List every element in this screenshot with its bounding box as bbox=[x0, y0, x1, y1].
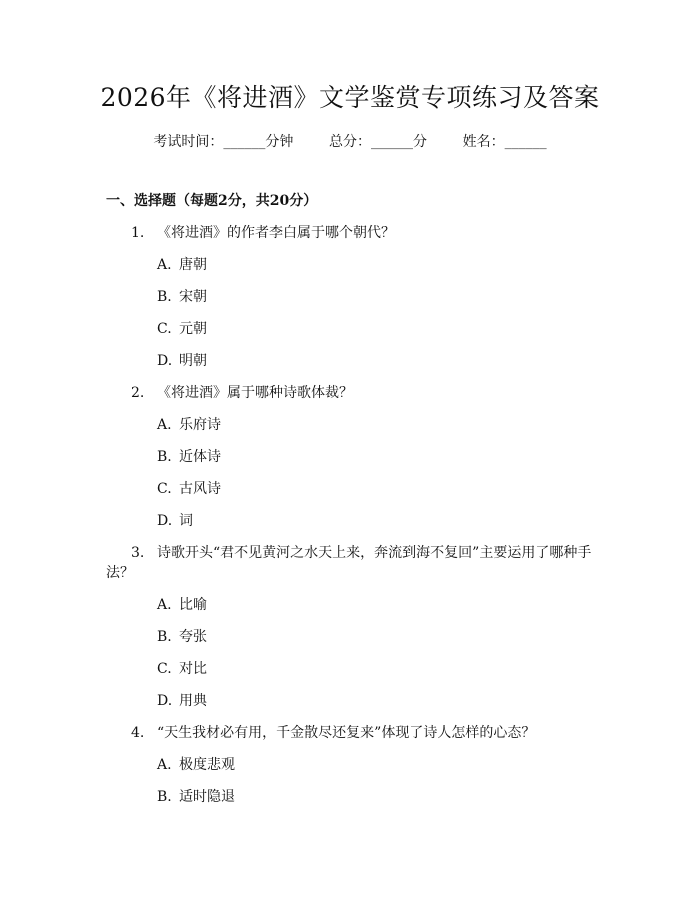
question-number: 4. bbox=[131, 725, 145, 741]
question-text: 《将进酒》属于哪种诗歌体裁？ bbox=[157, 385, 353, 401]
option-letter: B. bbox=[157, 449, 172, 465]
option bbox=[157, 627, 207, 647]
option-text: 适时隐退 bbox=[179, 789, 235, 805]
option-letter: C. bbox=[157, 481, 172, 497]
option-letter: B. bbox=[157, 789, 172, 805]
document-title: 2026年《将进酒》文学鉴赏专项练习及答案 bbox=[100, 83, 600, 112]
option-text: 近体诗 bbox=[179, 449, 221, 465]
time-unit: 分钟 bbox=[265, 134, 294, 150]
option-text: 极度悲观 bbox=[179, 757, 235, 773]
option bbox=[157, 447, 221, 467]
time-blank: ______ bbox=[223, 134, 266, 150]
question-number: 3. bbox=[131, 545, 145, 561]
section-heading-choice: 一、选择题（每题2分，共20分） bbox=[106, 193, 318, 209]
option-text: 明朝 bbox=[179, 353, 207, 369]
option bbox=[157, 691, 207, 711]
exam-meta bbox=[0, 132, 700, 152]
option bbox=[157, 255, 207, 275]
option-letter: A. bbox=[157, 597, 172, 613]
option bbox=[157, 479, 221, 499]
question-text-line2: 法？ bbox=[106, 565, 134, 581]
option-text: 比喻 bbox=[179, 597, 207, 613]
option-letter: B. bbox=[157, 289, 172, 305]
score-label: 总分： bbox=[329, 134, 371, 150]
option-text: 用典 bbox=[179, 693, 207, 709]
name-blank: ______ bbox=[504, 134, 547, 150]
time-label: 考试时间： bbox=[153, 134, 224, 150]
question-text: “天生我材必有用，千金散尽还复来”体现了诗人怎样的心态？ bbox=[157, 725, 536, 741]
option-letter: D. bbox=[157, 693, 173, 709]
option-text: 古风诗 bbox=[179, 481, 221, 497]
option bbox=[157, 287, 207, 307]
option-letter: A. bbox=[157, 757, 172, 773]
option-text: 对比 bbox=[179, 661, 207, 677]
option-text: 词 bbox=[179, 513, 193, 529]
question-text-line1: 诗歌开头“君不见黄河之水天上来，奔流到海不复回”主要运用了哪种手 bbox=[157, 545, 592, 561]
option bbox=[157, 351, 207, 371]
option-letter: C. bbox=[157, 321, 172, 337]
option-text: 宋朝 bbox=[179, 289, 207, 305]
option-letter: D. bbox=[157, 353, 173, 369]
option bbox=[157, 595, 207, 615]
option bbox=[157, 659, 207, 679]
option-letter: D. bbox=[157, 513, 173, 529]
option-letter: B. bbox=[157, 629, 172, 645]
option-letter: A. bbox=[157, 257, 172, 273]
question-number: 2. bbox=[131, 385, 145, 401]
option bbox=[157, 415, 221, 435]
name-label: 姓名： bbox=[462, 134, 505, 150]
option bbox=[157, 787, 235, 807]
option-text: 唐朝 bbox=[179, 257, 207, 273]
option-text: 元朝 bbox=[179, 321, 207, 337]
option-text: 乐府诗 bbox=[179, 417, 221, 433]
option-letter: A. bbox=[157, 417, 172, 433]
option bbox=[157, 319, 207, 339]
option-text: 夸张 bbox=[179, 629, 207, 645]
option bbox=[157, 755, 235, 775]
score-blank: ______ bbox=[371, 134, 413, 150]
option-letter: C. bbox=[157, 661, 172, 677]
question-number: 1. bbox=[131, 225, 145, 241]
score-unit: 分 bbox=[413, 134, 427, 150]
question-text: 《将进酒》的作者李白属于哪个朝代？ bbox=[157, 225, 395, 241]
option bbox=[157, 511, 193, 531]
